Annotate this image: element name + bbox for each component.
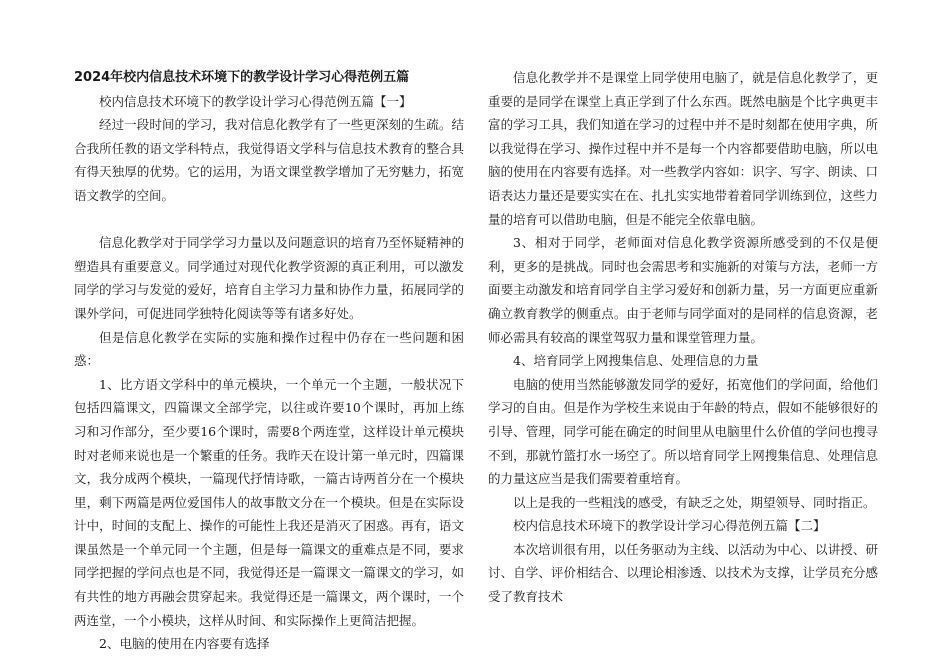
paragraph: 1、比方语文学科中的单元模块，一个单元一个主题，一般状况下包括四篇课文，四篇课文全部学完，以往或许要10个课时，再加上练习和习作部分，至少要16个课时，需要8个两连堂，这样设计单元模块时对老师来说也是一个繁重的任务。我昨天在设计第一单元时，四篇课文，我分成两个模块，一篇现代抒情诗歌，一篇古诗两首分在一个模块里，剩下两篇是两位爱国伟人的故事散文分在一个模块。但是在实际设计中，时间的支配上、操作的可能性上我还是消灭了困惑。再有，语文课虽然是一个单元同一个主题，但是每一篇课文的重难点是不同，要求同学把握的学问点也是不同，我觉得还是一篇课文一篇课文的学习，如有共性的地方再融会贯穿起来。我觉得还是一篇课文，两个课时，一个两连堂，一个小模块，这样从时间、和实际操作上更简洁把握。 bbox=[74, 376, 464, 628]
left-column bbox=[74, 66, 464, 656]
spacer bbox=[74, 208, 464, 232]
paragraph: 2、电脑的使用在内容要有选择 bbox=[99, 636, 270, 652]
paragraph: 4、培育同学上网搜集信息、处理信息的力量 bbox=[513, 353, 759, 369]
paragraph: 信息化教学对于同学学习力量以及问题意识的培育乃至怀疑精神的塑造具有重要意义。同学通过对现代化教学资源的真正利用，可以激发同学的学习与发觉的爱好，培育自主学习力量和协作力量，拓展同学的课外学问，可促进同学独特化阅读等等有诸多好处。 bbox=[74, 235, 464, 321]
paragraph: 以上是我的一些粗浅的感受，有缺乏之处，期望领导、同时指正。 bbox=[513, 494, 876, 510]
right-column bbox=[488, 66, 878, 609]
paragraph: 电脑的使用当然能够激发同学的爱好，拓宽他们的学问面，给他们学习的自由。但是作为学校生来说由于年龄的特点，假如不能够很好的引导、管理，同学可能在确定的时间里从电脑里什么价值的学问也搜寻不到，那就竹篮打水一场空了。所以培育同学上网搜集信息、处理信息的力量这应当是我们需要着重培育。 bbox=[488, 376, 878, 487]
section-heading-1: 校内信息技术环境下的教学设计学习心得范例五篇【一】 bbox=[99, 93, 412, 109]
paragraph: 3、相对于同学，老师面对信息化教学资源所感受到的不仅是便利，更多的是挑战。同时也会需思考和实施新的对策与方法，老师一方面要主动激发和培育同学自主学习爱好和创新力量，另一方面更应重新确立教育教学的侧重点。由于老师与同学面对的是同样的信息资源，老师必需具有较高的课堂驾驭力量和课堂管理力量。 bbox=[488, 235, 878, 345]
paragraph: 但是信息化教学在实际的实施和操作过程中仍存在一些问题和困惑： bbox=[74, 329, 464, 369]
paragraph: 本次培训很有用，以任务驱动为主线、以活动为中心、以讲授、研讨、自学、评价相结合、以理论相渗透、以技术为支撑，让学员充分感受了教育技术 bbox=[488, 541, 878, 605]
section-heading-2: 校内信息技术环境下的教学设计学习心得范例五篇【二】 bbox=[513, 518, 826, 534]
paragraph: 经过一段时间的学习，我对信息化教学有了一些更深刻的生疏。结合我所任教的语文学科特点，我觉得语文学科与信息技术教育的整合具有得天独厚的优势。它的运用，为语文课堂教学增加了无穷魅力，拓宽语文教学的空间。 bbox=[74, 117, 464, 203]
paragraph: 信息化教学并不是课堂上同学使用电脑了，就是信息化教学了，更重要的是同学在课堂上真正学到了什么东西。既然电脑是个比字典更丰富的学习工具，我们知道在学习的过程中并不是时刻都在使用字典，所以我觉得在学习、操作过程中并不是每一个内容都要借助电脑，所以电脑的使用在内容要有选择。对一些教学内容如：识字、写字、朗读、口语表达力量还是要实实在在、扎扎实实地带着着同学训练到位，这些力量的培育可以借助电脑，但是不能完全依靠电脑。 bbox=[488, 70, 878, 227]
document-title: 2024年校内信息技术环境下的教学设计学习心得范例五篇 bbox=[74, 70, 410, 85]
